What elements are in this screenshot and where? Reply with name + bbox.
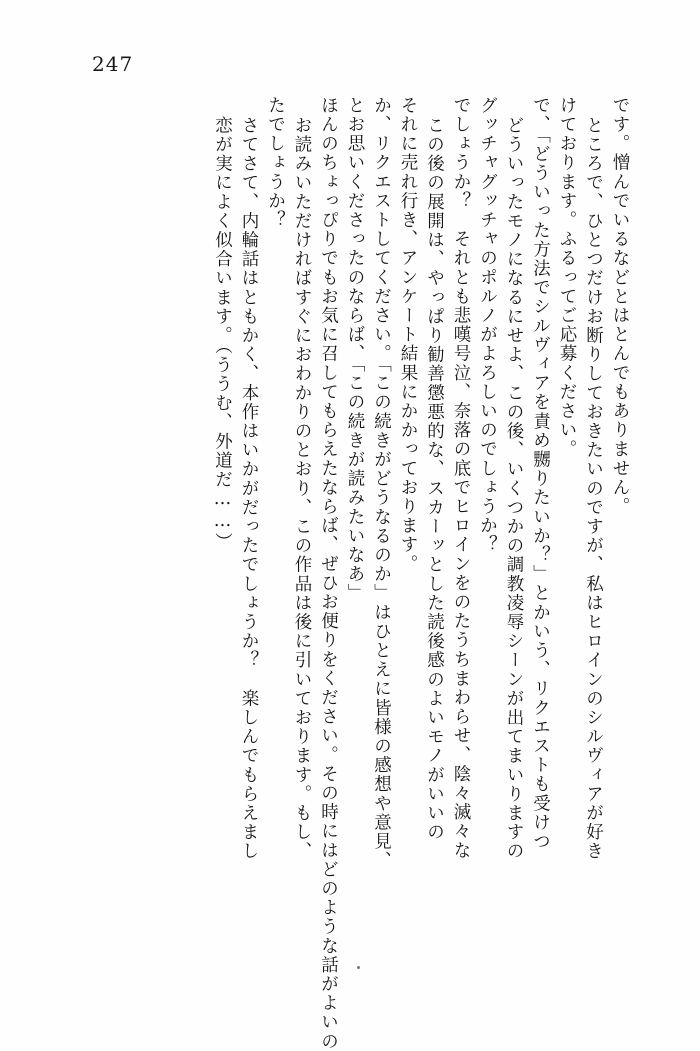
text-column: グッチャグッチャのポルノがよろしいのでしょうか？ bbox=[477, 96, 498, 555]
text-column: この後の展開は、やっぱり勧善懲悪的な、スカーッとした読後感のよいモノがいいの bbox=[424, 116, 445, 842]
text-column: それに売れ行き、アンケート結果にかかっております。 bbox=[398, 96, 418, 574]
text-column: か、リクエストしてください。「この続きがどうなるのか」はひとえに皆様の感想や意見、 bbox=[371, 96, 392, 871]
text-column: どういったモノになるにせよ、この後、いくつかの調教凌辱シーンが出てまいりますの bbox=[504, 116, 524, 861]
text-column: とお思いくださったのならば、「この続きが読みたいなあ」 bbox=[345, 96, 365, 603]
print-speck bbox=[357, 966, 360, 969]
vertical-text-block bbox=[204, 96, 630, 1051]
text-column: 恋が実によく似合います。（ううむ、外道だ……） bbox=[212, 116, 233, 552]
text-column: たでしょうか？ bbox=[265, 96, 286, 230]
text-column: さてさて、内輪話はともかく、本作はいかがだったでしょうか？ 楽しんでもらえまし bbox=[239, 116, 259, 861]
text-column: で、「どういった方法でシルヴィアを責め嬲りたいか？」とかいう、リクエストも受けつ bbox=[530, 96, 551, 852]
text-column: です。憎んでいるなどとはとんでもありません。 bbox=[610, 96, 630, 517]
text-column: ところで、ひとつだけお断りしておきたいのですが、私はヒロインのシルヴィアが好き bbox=[583, 116, 604, 861]
text-column: お読みいただければすぐにおわかりのとおり、この作品は後に引いております。もし、 bbox=[292, 116, 312, 861]
text-column: ほんのちょっぴりでもお気に召してもらえたならば、ぜひお便りをください。その時にはどのような話がよいの bbox=[318, 96, 339, 1051]
text-column: でしょうか？ それとも悲嘆号泣、奈落の底でヒロインをのたうちまわらせ、陰々滅々な bbox=[451, 96, 471, 860]
page-number: 247 bbox=[92, 52, 134, 76]
text-column: けております。ふるってご応募ください。 bbox=[557, 96, 577, 459]
